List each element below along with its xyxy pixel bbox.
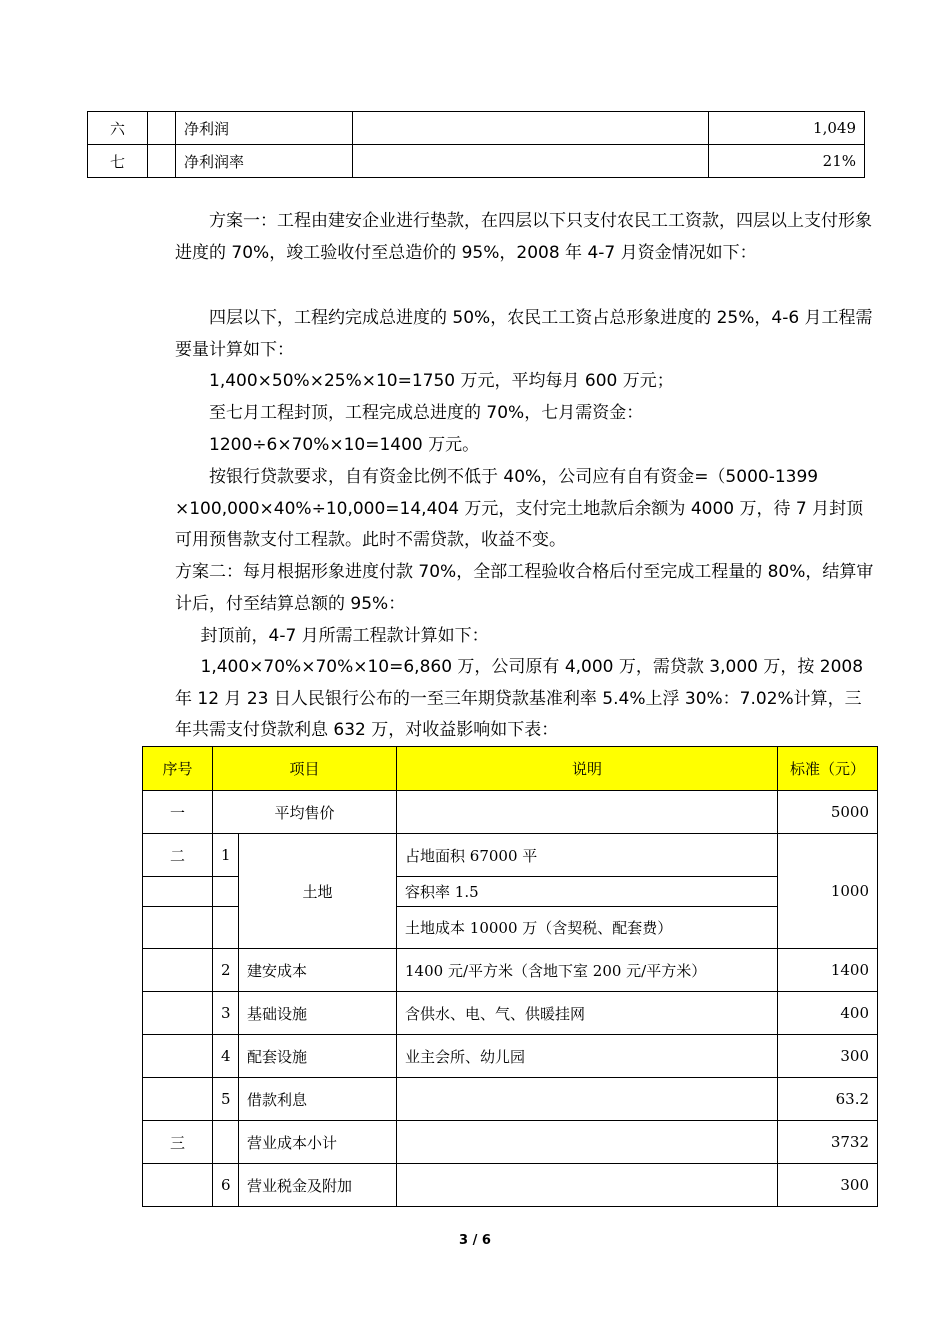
- row-desc: [397, 1078, 778, 1121]
- row-num: 一: [143, 791, 213, 834]
- cost-table: [142, 746, 878, 1207]
- row-desc: 含供水、电、气、供暖挂网: [397, 992, 778, 1035]
- row-sub: 3: [213, 992, 239, 1035]
- row-desc: [353, 145, 709, 178]
- row-item: 营业成本小计: [239, 1121, 397, 1164]
- table-row: [143, 949, 878, 992]
- row-value: 63.2: [778, 1078, 878, 1121]
- row-sub: 2: [213, 949, 239, 992]
- table-row: [143, 1121, 878, 1164]
- row-sub: 4: [213, 1035, 239, 1078]
- row-desc: 容积率 1.5: [397, 877, 778, 907]
- paragraph-below-four-floors: 四层以下，工程约完成总进度的 50%，农民工工资占总形象进度的 25%，4-6 月工程需要量计算如下：: [175, 308, 873, 360]
- row-value: 3732: [778, 1121, 878, 1164]
- row-item: 营业税金及附加: [239, 1164, 397, 1207]
- row-sub: 1: [213, 834, 239, 877]
- table-row: [143, 992, 878, 1035]
- header-value: 标准（元）: [778, 747, 878, 791]
- row-num: 二: [143, 834, 213, 877]
- paragraph-july-topping: 至七月工程封顶，工程完成总进度的 70%，七月需资金：: [209, 403, 644, 423]
- table-row: [143, 1164, 878, 1207]
- row-item: 土地: [239, 834, 397, 949]
- table-header-row: [143, 747, 878, 791]
- row-item: 基础设施: [239, 992, 397, 1035]
- row-num: 六: [88, 112, 148, 145]
- header-desc: 说明: [397, 747, 778, 791]
- paragraph-calc-2: 1200÷6×70%×10=1400 万元。: [209, 435, 480, 455]
- row-value: 400: [778, 992, 878, 1035]
- row-num: [143, 1078, 213, 1121]
- table-row: [88, 145, 865, 178]
- paragraph-calc-1: 1,400×50%×25%×10=1750 万元，平均每月 600 万元；: [209, 371, 674, 391]
- row-num: 七: [88, 145, 148, 178]
- row-desc: [397, 1164, 778, 1207]
- row-num: [143, 1035, 213, 1078]
- table-row: [143, 1078, 878, 1121]
- row-item: 借款利息: [239, 1078, 397, 1121]
- row-desc: [397, 791, 778, 834]
- row-item: 配套设施: [239, 1035, 397, 1078]
- table-row: [88, 112, 865, 145]
- row-value: 300: [778, 1164, 878, 1207]
- table-row: [143, 834, 878, 877]
- row-value: 5000: [778, 791, 878, 834]
- row-value: 1,049: [709, 112, 865, 145]
- row-value: 1000: [778, 834, 878, 949]
- paragraph-plan-one: 方案一：工程由建安企业进行垫款，在四层以下只支付农民工工资款，四层以上支付形象进度的 70%，竣工验收付至总造价的 95%，2008 年 4-7 月资金情况如下：: [175, 211, 872, 263]
- paragraph-plan-two: 方案二：每月根据形象进度付款 70%，全部工程验收合格后付至完成工程量的 80%，结算审计后，付至结算总额的 95%：: [175, 562, 874, 614]
- row-desc: 业主会所、幼儿园: [397, 1035, 778, 1078]
- header-item: 项目: [213, 747, 397, 791]
- row-desc: 1400 元/平方米（含地下室 200 元/平方米）: [397, 949, 778, 992]
- row-sub: 5: [213, 1078, 239, 1121]
- summary-table: [87, 111, 865, 178]
- row-item: 净利润: [176, 112, 353, 145]
- table-row: [143, 791, 878, 834]
- row-desc: [397, 1121, 778, 1164]
- row-desc: 土地成本 10000 万（含契税、配套费）: [397, 907, 778, 949]
- paragraph-calc-3: 1,400×70%×70%×10=6,860 万，公司原有 4,000 万，需贷款 3,000 万，按 2008 年 12 月 23 日人民银行公布的一至三年期贷款基准利率 5.4%上浮 30%：7.02%计算，三年共需支付贷款利息 632 万，对收益影响如下表：: [175, 657, 864, 740]
- header-num: 序号: [143, 747, 213, 791]
- row-num: [143, 949, 213, 992]
- row-num: [143, 992, 213, 1035]
- row-sub: [148, 145, 176, 178]
- row-item: 建安成本: [239, 949, 397, 992]
- row-num: 三: [143, 1121, 213, 1164]
- table-row: [143, 1035, 878, 1078]
- row-num: [143, 1164, 213, 1207]
- paragraph-before-topping: 封顶前，4-7 月所需工程款计算如下：: [200, 626, 489, 646]
- paragraph-bank-loan: 按银行贷款要求，自有资金比例不低于 40%，公司应有自有资金=（5000-1399 ×100,000×40%÷10,000=14,404 万元，支付完土地款后余额为 4000 万，待 7 月封顶可用预售款支付工程款。此时不需贷款，收益不变。: [175, 467, 864, 550]
- row-sub: 6: [213, 1164, 239, 1207]
- row-item: 净利润率: [176, 145, 353, 178]
- row-value: 300: [778, 1035, 878, 1078]
- row-sub: [148, 112, 176, 145]
- page-number: 3 / 6: [459, 1233, 491, 1248]
- row-value: 1400: [778, 949, 878, 992]
- row-sub: [213, 1121, 239, 1164]
- row-desc: [353, 112, 709, 145]
- row-desc: 占地面积 67000 平: [397, 834, 778, 877]
- row-item: 平均售价: [213, 791, 397, 834]
- row-value: 21%: [709, 145, 865, 178]
